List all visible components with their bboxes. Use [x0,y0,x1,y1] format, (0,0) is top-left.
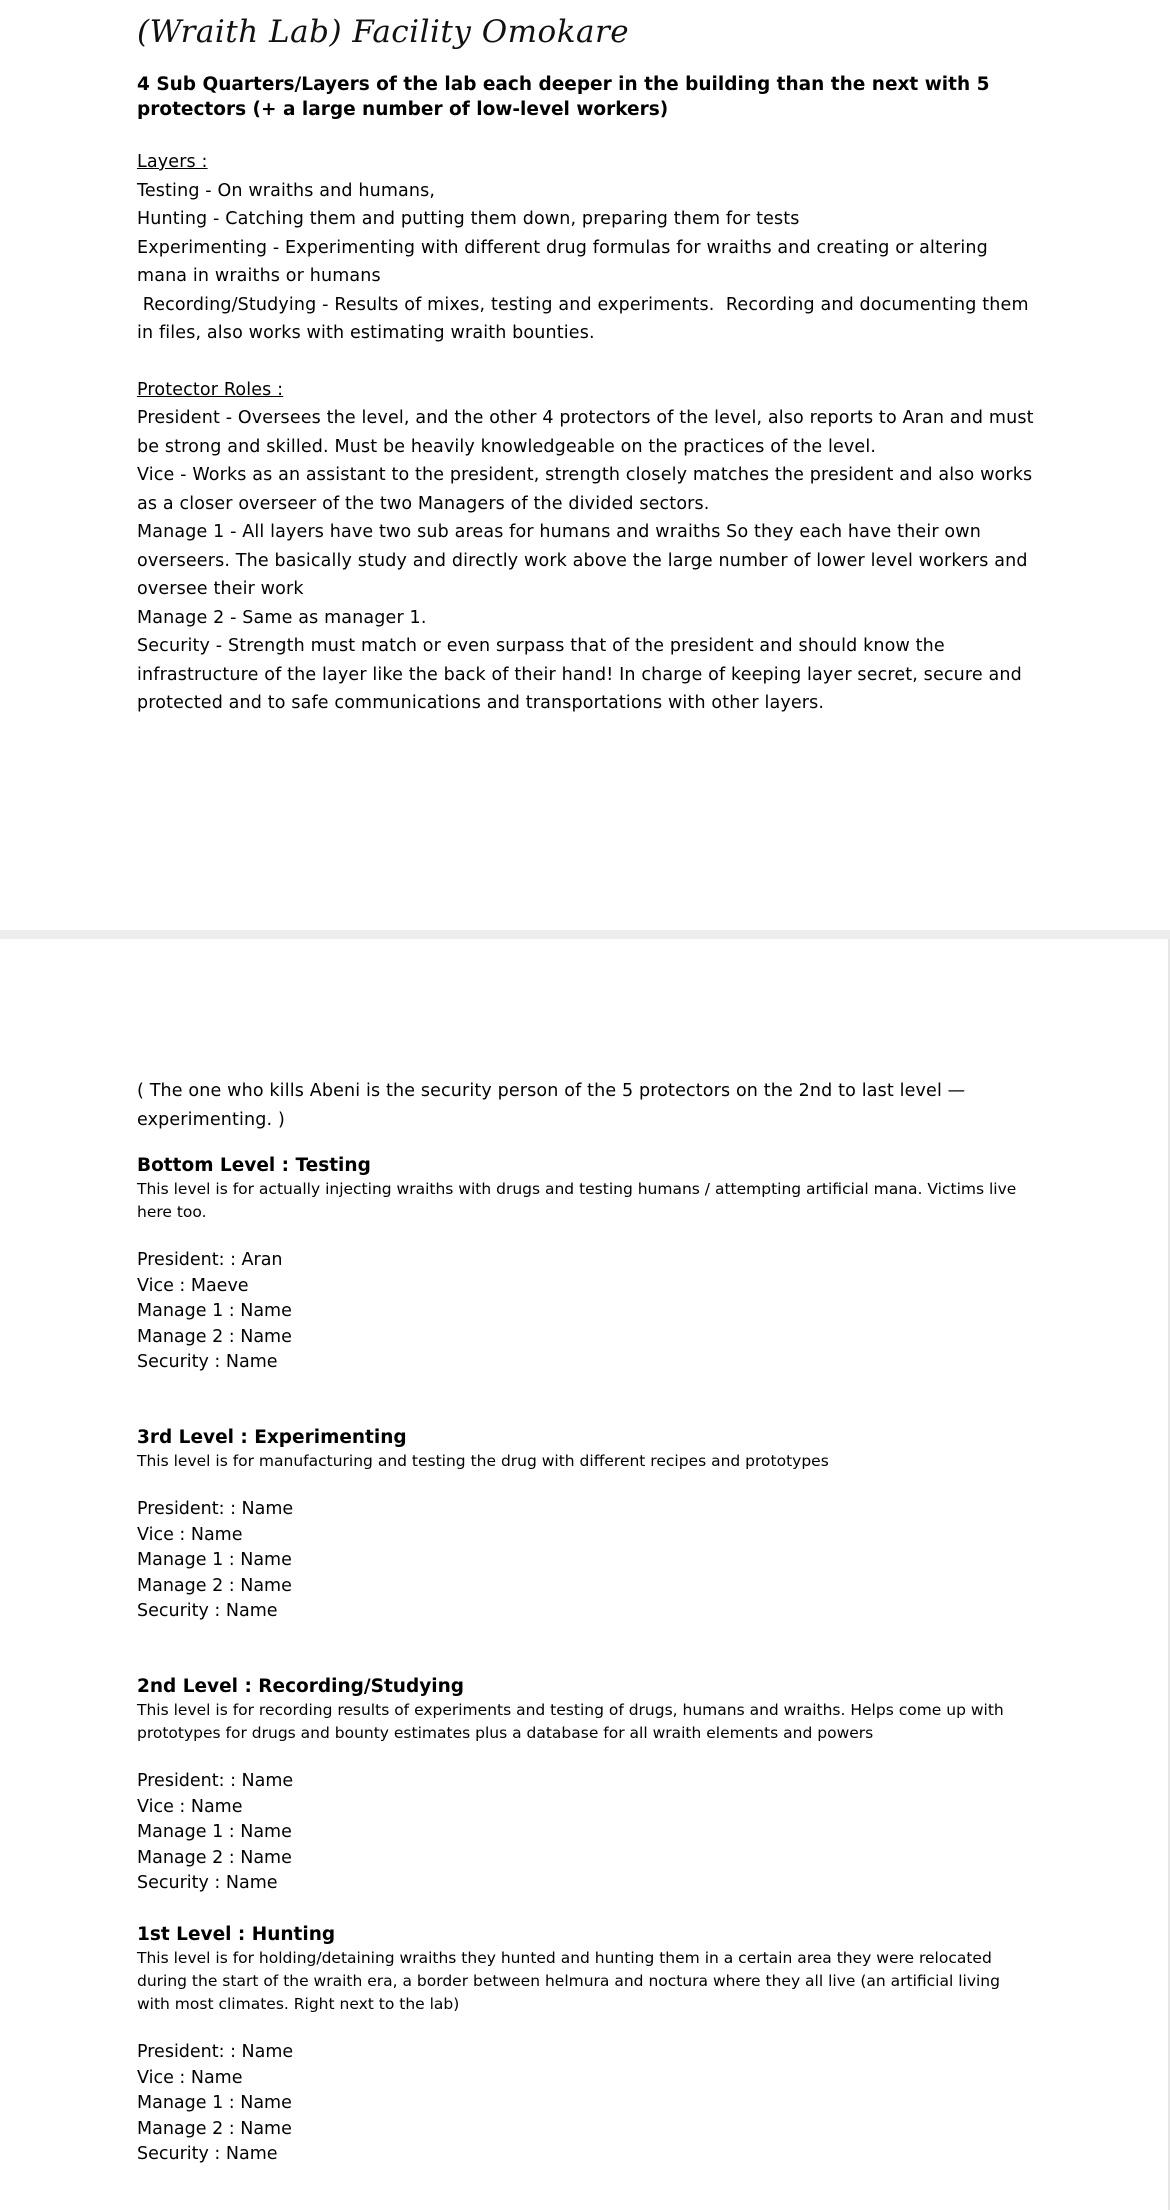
level-description: This level is for manufacturing and testing the drug with different recipes and prototypes [137,1451,829,1470]
role-line: President: : Name [137,1770,294,1791]
role-line: President: : Aran [137,1250,283,1270]
document-title: (Wraith Lab) Facility Omokare [137,14,630,50]
role-line: Manage 1 : Name [137,2093,292,2114]
role-line: Vice : Name [137,1524,243,1545]
level-heading: Bottom Level : Testing [137,1155,371,1176]
level-description: This level is for actually injecting wraiths with drugs and testing humans / attempting artificial mana. Victims live here too. [137,1180,1017,1221]
layers-heading: Layers : [137,152,208,172]
layer-recording: Recording/Studying - Results of mixes, testing and experiments. Recording and documenting them in files, also works with estimating wraith bounties. [137,294,1035,343]
role-line: Vice : Maeve [137,1275,249,1296]
level-roles [137,1248,1037,1376]
role-manage-2: Manage 2 - Same as manager 1. [137,607,427,628]
role-line: Manage 2 : Name [137,1847,292,1868]
intro-paragraph: 4 Sub Quarters/Layers of the lab each deeper in the building than the next with 5 protectors (+ a large number of low-level workers) [137,74,990,120]
role-line: Manage 2 : Name [137,2118,292,2139]
page-separator [0,930,1170,939]
level-section [137,1675,1037,1897]
level-description: This level is for recording results of experiments and testing of drugs, humans and wraiths. Helps come up with prototypes for drugs and bounty estimates plus a database for all wraith elements and powers [137,1700,1004,1742]
role-line: Vice : Name [137,1796,243,1817]
document-page-2 [0,939,1170,2210]
role-line: President: : Name [137,1498,294,1519]
protector-roles-heading: Protector Roles : [137,379,284,400]
level-heading: 3rd Level : Experimenting [137,1426,407,1448]
level-description: This level is for holding/detaining wraiths they hunted and hunting them in a certain area they were relocated during the start of the wraith era, a border between helmura and noctura where they all live (an artificial living with most climates. Right next to the lab) [137,1948,1000,2013]
layer-experimenting: Experimenting - Experimenting with different drug formulas for wraiths and creating or altering mana in wraiths or humans [137,237,988,286]
role-line: Vice : Name [137,2067,243,2088]
page-1-content [137,14,1037,718]
role-line: Manage 1 : Name [137,1301,292,1322]
role-line: Manage 2 : Name [137,1575,292,1596]
level-heading: 2nd Level : Recording/Studying [137,1675,465,1697]
role-vice: Vice - Works as an assistant to the president, strength closely matches the president and also works as a closer overseer of the two Managers of the divided sectors. [137,465,1033,514]
role-line: Security : Name [137,1352,278,1373]
level-roles [137,1769,1037,1897]
layers-section [137,148,1037,348]
level-section [137,1154,1037,1376]
role-line: Security : Name [137,2144,278,2165]
level-roles [137,1497,1037,1625]
level-roles [137,2040,1037,2168]
role-manage-1: Manage 1 - All layers have two sub areas for humans and wraiths So they each have their own overseers. The basically study and directly work above the large number of lower level workers and oversee their work [137,522,1028,599]
page-2-content [137,1077,1037,2168]
level-section [137,1426,1037,1625]
abeni-note: ( The one who kills Abeni is the security person of the 5 protectors on the 2nd to last level — experimenting. ) [137,1081,966,1130]
role-line: Manage 2 : Name [137,1326,292,1347]
role-president: President - Oversees the level, and the other 4 protectors of the level, also reports to Aran and must be strong and skilled. Must be heavily knowledgeable on the practices of the level. [137,408,1034,457]
role-line: Security : Name [137,1601,278,1622]
layer-hunting: Hunting - Catching them and putting them down, preparing them for tests [137,209,800,229]
document-page-1 [0,0,1170,930]
role-security: Security - Strength must match or even surpass that of the president and should know the infrastructure of the layer like the back of their hand! In charge of keeping layer secret, secure and protected and to safe communications and transportations with other layers. [137,636,1022,713]
role-line: Manage 1 : Name [137,1822,292,1843]
protector-roles-section [137,376,1037,718]
role-line: Security : Name [137,1873,278,1894]
level-section [137,1923,1037,2168]
role-line: President: : Name [137,2041,294,2062]
role-line: Manage 1 : Name [137,1550,292,1571]
level-heading: 1st Level : Hunting [137,1923,336,1945]
layer-testing: Testing - On wraiths and humans, [137,180,436,201]
